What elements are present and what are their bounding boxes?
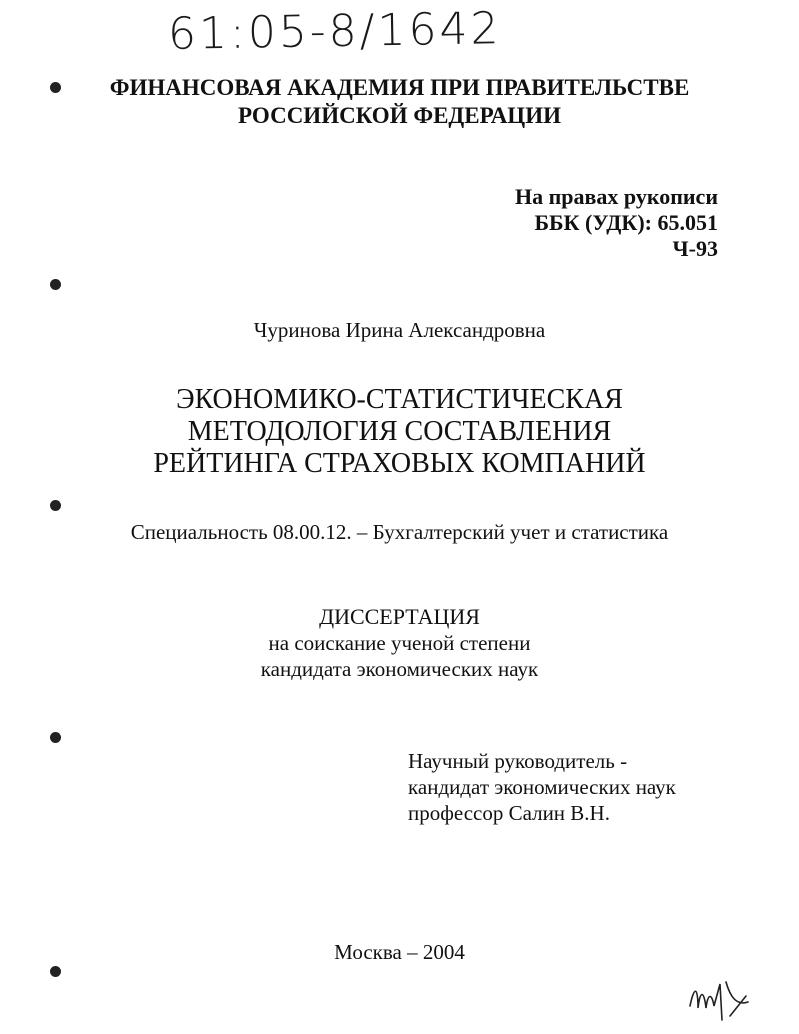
signature-icon — [686, 976, 756, 1026]
supervisor-block — [408, 748, 676, 826]
author-sign-code: Ч-93 — [672, 236, 718, 261]
punch-hole-icon — [50, 279, 61, 290]
supervisor-line-1: Научный руководитель - — [408, 749, 628, 773]
author-name: Чуринова Ирина Александровна — [253, 318, 546, 342]
institution-line-1: ФИНАНСОВАЯ АКАДЕМИЯ ПРИ ПРАВИТЕЛЬСТВЕ — [109, 75, 690, 100]
degree-line-1: на соискание ученой степени — [268, 631, 531, 655]
institution-header — [0, 74, 799, 130]
degree-line-2: кандидата экономических наук — [260, 657, 539, 681]
archive-code-handwritten: 61:05-8/1642 — [167, 3, 502, 60]
city-year: Москва – 2004 — [334, 940, 465, 964]
thesis-title-line-2: МЕТОДОЛОГИЯ СОСТАВЛЕНИЯ — [187, 416, 612, 447]
manuscript-rights-label: На правах рукописи — [514, 184, 718, 209]
punch-hole-icon — [50, 732, 61, 743]
supervisor-line-2: кандидат экономических наук — [408, 775, 676, 799]
thesis-title-line-3: РЕЙТИНГА СТРАХОВЫХ КОМПАНИЙ — [153, 448, 646, 479]
dissertation-block — [0, 604, 799, 682]
thesis-title — [0, 384, 799, 480]
punch-hole-icon — [50, 500, 61, 511]
classification-block — [515, 184, 718, 262]
punch-hole-icon — [50, 966, 61, 977]
bbk-code: ББК (УДК): 65.051 — [534, 210, 718, 235]
punch-hole-icon — [50, 82, 61, 93]
supervisor-line-3: профессор Салин В.Н. — [408, 801, 610, 825]
institution-line-2: РОССИЙСКОЙ ФЕДЕРАЦИИ — [238, 103, 561, 128]
thesis-title-line-1: ЭКОНОМИКО-СТАТИСТИЧЕСКАЯ — [176, 384, 623, 415]
specialty-line: Специальность 08.00.12. – Бухгалтерский учет и статистика — [130, 520, 669, 544]
dissertation-heading: ДИССЕРТАЦИЯ — [319, 604, 480, 629]
